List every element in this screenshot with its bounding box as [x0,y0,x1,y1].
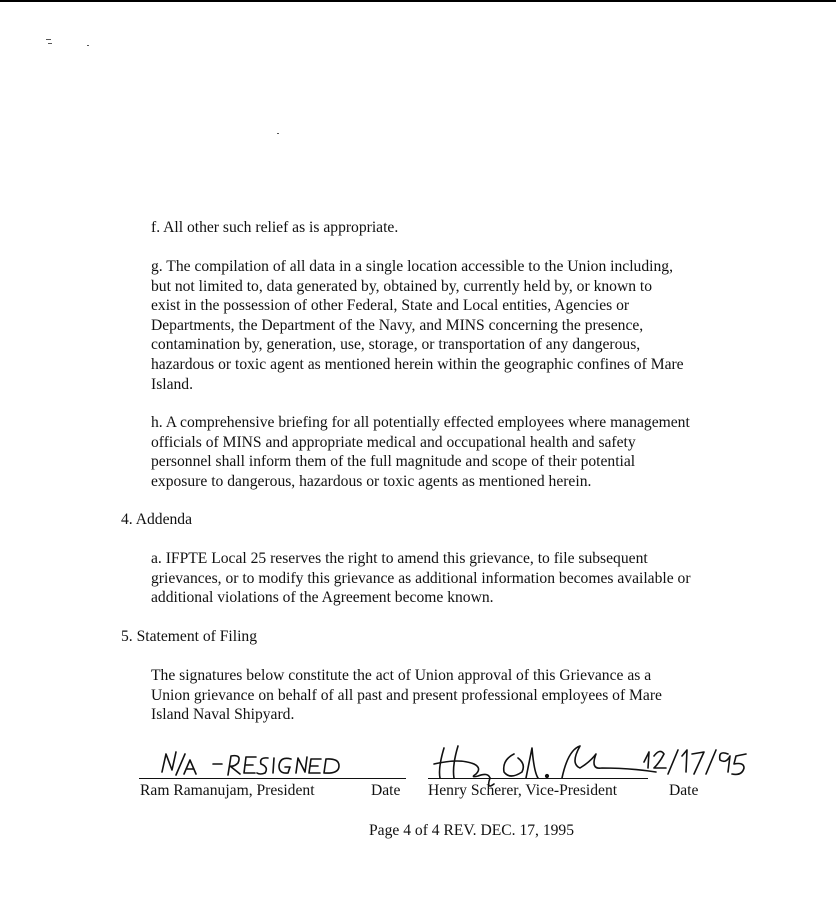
right-signer-name [428,781,617,801]
scan-speck [48,43,52,44]
statement-line: Union grievance on behalf of all past and present professional employees of Mare [151,686,662,704]
section-4-heading-text: 4. Addenda [121,511,193,528]
left-signature-line [139,778,406,779]
scan-speck [87,45,89,46]
statement-line: Island Naval Shipyard. [151,706,295,724]
addenda-a-line: additional violations of the Agreement become known. [151,589,494,607]
item-g-line: Departments, the Department of the Navy, and MINS concerning the presence, [151,316,644,334]
statement-of-filing [151,666,662,725]
scan-top-border [0,0,836,2]
item-g-line: g. The compilation of all data in a single location accessible to the Union including, [151,258,673,275]
item-g [151,257,684,394]
page-footer: Page 4 of 4 REV. DEC. 17, 1995 [369,822,575,839]
right-date-label [669,781,698,801]
item-h-line: officials of MINS and appropriate medical and occupational health and safety [151,433,636,451]
right-signature-line [428,778,648,779]
item-f [151,218,398,238]
section-5-heading [121,627,257,647]
item-h [151,413,690,491]
right-signer-name-text: Henry Scherer, Vice-President [428,782,618,799]
left-signer-name-text: Ram Ramanujam, President [140,782,315,799]
addenda-a-line: grievances, or to modify this grievance as additional information becomes available or [151,569,691,587]
section-5-heading-text: 5. Statement of Filing [121,628,258,645]
left-signer-name [140,781,315,801]
item-h-line: h. A comprehensive briefing for all potentially effected employees where management [151,414,690,431]
left-handwritten-signature [158,748,348,778]
item-f-line: f. All other such relief as is appropriate. [151,219,399,236]
statement-line: The signatures below constitute the act of Union approval of this Grievance as a [151,667,652,684]
addenda-a [151,549,691,608]
item-g-line: exist in the possession of other Federal, State and Local entities, Agencies or [151,297,630,315]
item-g-line: contamination by, generation, use, storage, or transportation of any dangerous, [151,336,641,354]
item-g-line: hazardous or toxic agent as mentioned herein within the geographic confines of Mare [151,355,684,373]
right-date-label-text: Date [669,782,699,799]
item-g-line: Island. [151,375,194,393]
item-g-line: but not limited to, data generated by, obtained by, currently held by, or known to [151,277,653,295]
scan-speck [46,39,51,40]
section-4-heading [121,510,192,530]
scan-speck [277,133,279,134]
left-date-label [371,781,400,801]
item-h-line: personnel shall inform them of the full magnitude and scope of their potential [151,453,636,471]
left-date-label-text: Date [371,782,401,799]
addenda-a-line: a. IFPTE Local 25 reserves the right to amend this grievance, to file subsequent [151,550,648,567]
item-h-line: exposure to dangerous, hazardous or toxic agents as mentioned herein. [151,472,592,490]
